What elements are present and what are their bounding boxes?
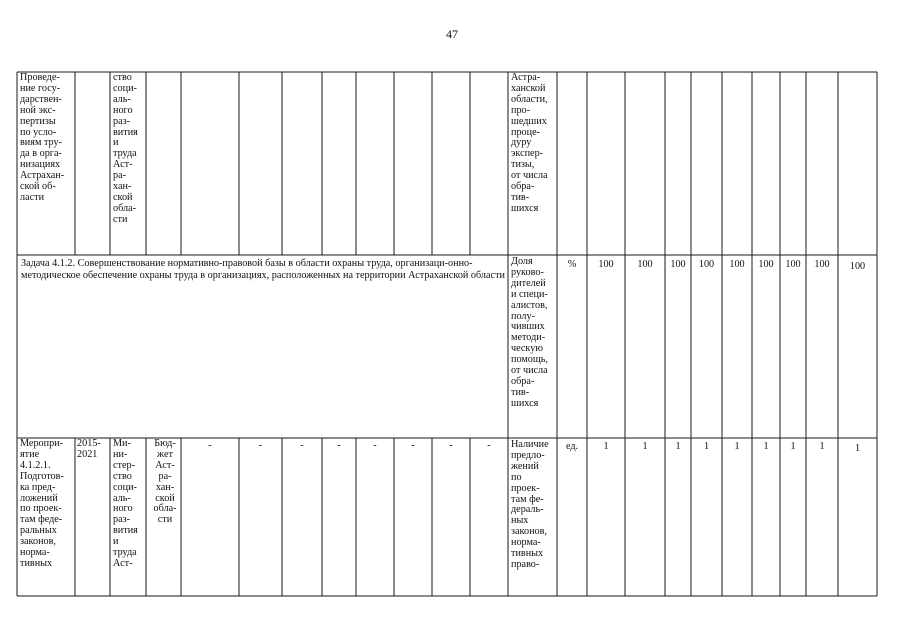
value-cell: 100 (698, 259, 715, 270)
dash-cell: - (449, 440, 453, 451)
event-name-cell: Проведе- ние госу- дарствен- ной экс- пертизы по усло- виям тру- да в орга- низациях Астрахан- ской об- ласти (20, 73, 65, 203)
value-cell: 1 (642, 441, 648, 452)
value-cell: 100 (849, 261, 866, 272)
task-heading: Задача 4.1.2. Совершенствование нормативно-правовой базы в области охраны труда, организаци-онно-методическое обеспечение охраны труда в организациях, расположенных на территории Астраханской области (21, 258, 505, 281)
value-cell: 1 (734, 441, 740, 452)
event-name-cell: Меропри- ятие 4.1.2.1. Подготов- ка пред- ложений по проек- там феде- ральных законов, норма- тивных (20, 439, 64, 569)
dash-cell: - (258, 440, 263, 451)
value-cell: 1 (854, 443, 861, 454)
dash-cell: - (208, 440, 212, 451)
indicator-cell: Астра- ханской области, про- шедших проце- дуру экспер- тизы, от числа обра- тив- шихся (511, 73, 548, 214)
indicator-cell: Наличие предло- жений по проек- там фе- дераль- ных законов, норма- тивных право- (511, 440, 549, 570)
value-cell: 100 (758, 259, 774, 270)
value-cell: 1 (603, 441, 609, 452)
unit-cell: ед. (565, 441, 579, 452)
source-cell: Бюд- жет Аст- ра- хан- ской обла- сти (153, 439, 177, 526)
dash-cell: - (373, 440, 377, 451)
value-cell: 1 (819, 441, 825, 452)
value-cell: 100 (637, 259, 653, 270)
indicator-cell: Доля руково- дителей и специ- алистов, полу- чивших методи- ческую помощь, от числа обра- тив- шихся (511, 257, 548, 409)
dash-cell: - (337, 440, 341, 451)
unit-cell: % (567, 259, 577, 270)
value-cell: 100 (814, 259, 830, 270)
page-number: 47 (446, 27, 458, 41)
dash-cell: - (411, 440, 415, 451)
dash-cell: - (487, 440, 491, 451)
value-cell: 1 (703, 441, 710, 452)
period-cell: 2015- 2021 (77, 439, 101, 460)
value-cell: 100 (598, 259, 614, 270)
executor-cell: ство соци- аль- ного раз- вития и труда Аст- ра- хан- ской обла- сти (113, 73, 138, 225)
dash-cell: - (300, 440, 304, 451)
value-cell: 1 (675, 441, 681, 452)
executor-cell: Ми- ни- стер- ство соци- аль- ного раз- вития и труда Аст- (113, 439, 138, 569)
value-cell: 100 (670, 259, 686, 270)
value-cell: 100 (729, 259, 745, 270)
value-cell: 1 (763, 441, 769, 452)
value-cell: 1 (790, 441, 796, 452)
value-cell: 100 (785, 259, 801, 270)
